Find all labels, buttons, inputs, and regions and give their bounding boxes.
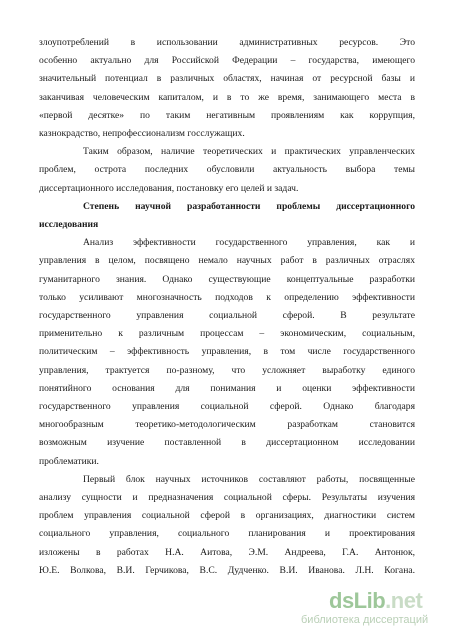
text-line: диссертационного исследования, постановку его целей и задач. (39, 182, 299, 194)
watermark-logo-main: dsLib (329, 588, 386, 613)
text-line: Ю.Е. Волкова, В.И. Герчикова, В.С. Дудченко. В.И. Иванова. Л.Н. Когана. (39, 564, 415, 576)
text-line: проблем, острота последних обусловили актуальность выбора темы (39, 164, 415, 176)
text-line: государственного управления социальной сферой. В результате (39, 310, 415, 322)
text-line: только усиливают многозначность подходов к определению эффективности (39, 291, 415, 303)
text-line: проблематики. (39, 455, 99, 467)
text-line: гуманитарного знания. Однако существующие концептуальные разработки (39, 273, 415, 285)
section-heading-line: исследования (39, 219, 99, 231)
text-line: применительно к различным процессам – экономическим, социальным, (39, 328, 415, 340)
text-line: проблем управления социальной сферой в организациях, диагностики систем (39, 510, 415, 522)
text-line: социального управления, социального планирования и проектирования (39, 528, 415, 540)
text-line: понятийного основания для понимания и оценки эффективности (39, 382, 415, 394)
text-line: Анализ эффективности государственного управления, как и (83, 237, 415, 249)
text-line: злоупотреблений в использовании административных ресурсов. Это (39, 37, 415, 48)
text-line: изложены в работах Н.А. Аитова, Э.М. Андреева, Г.А. Антонюк, (39, 546, 415, 558)
watermark-caption: библиотека диссертаций (301, 614, 429, 626)
text-line: «первой десятке» по таким негативным проявлениям как коррупция, (39, 109, 415, 121)
text-line: анализу сущности и предназначения социальной сферы. Результаты изучения (39, 492, 415, 504)
section-heading-line: Степень научной разработанности проблемы диссертационного (83, 200, 415, 212)
watermark (301, 588, 449, 630)
text-line: государственного управления социальной сферой. Однако благодаря (39, 401, 415, 413)
text-line: значительный потенциал в различных областях, начиная от ресурсной базы и (39, 73, 415, 85)
text-line: заканчивая человеческим капиталом, и в то же время, занимающего места в (39, 91, 415, 103)
text-line: казнокрадство, непрофессионализм госслужащих. (39, 128, 245, 140)
text-line: управления, трактуется по-разному, что усложняет выработку единого (39, 364, 415, 376)
watermark-logo-tld: .net (385, 588, 423, 613)
text-line: Таким образом, наличие теоретических и практических управленческих (83, 146, 415, 158)
watermark-logo (329, 590, 422, 612)
document-page (39, 34, 415, 580)
text-line: особенно актуально для Российской Федерации – государства, имеющего (39, 55, 415, 67)
text-line: политическим – эффективность управления, в том числе государственного (39, 346, 415, 358)
text-line: Первый блок научных источников составляют работы, посвященные (83, 473, 415, 485)
text-line: управления в целом, посвящено немало научных работ в различных отраслях (39, 255, 415, 267)
text-line: многообразным теоретико-методологическим разработкам становится (39, 419, 415, 431)
text-line: возможным изучение поставленной в диссертационном исследовании (39, 437, 415, 449)
